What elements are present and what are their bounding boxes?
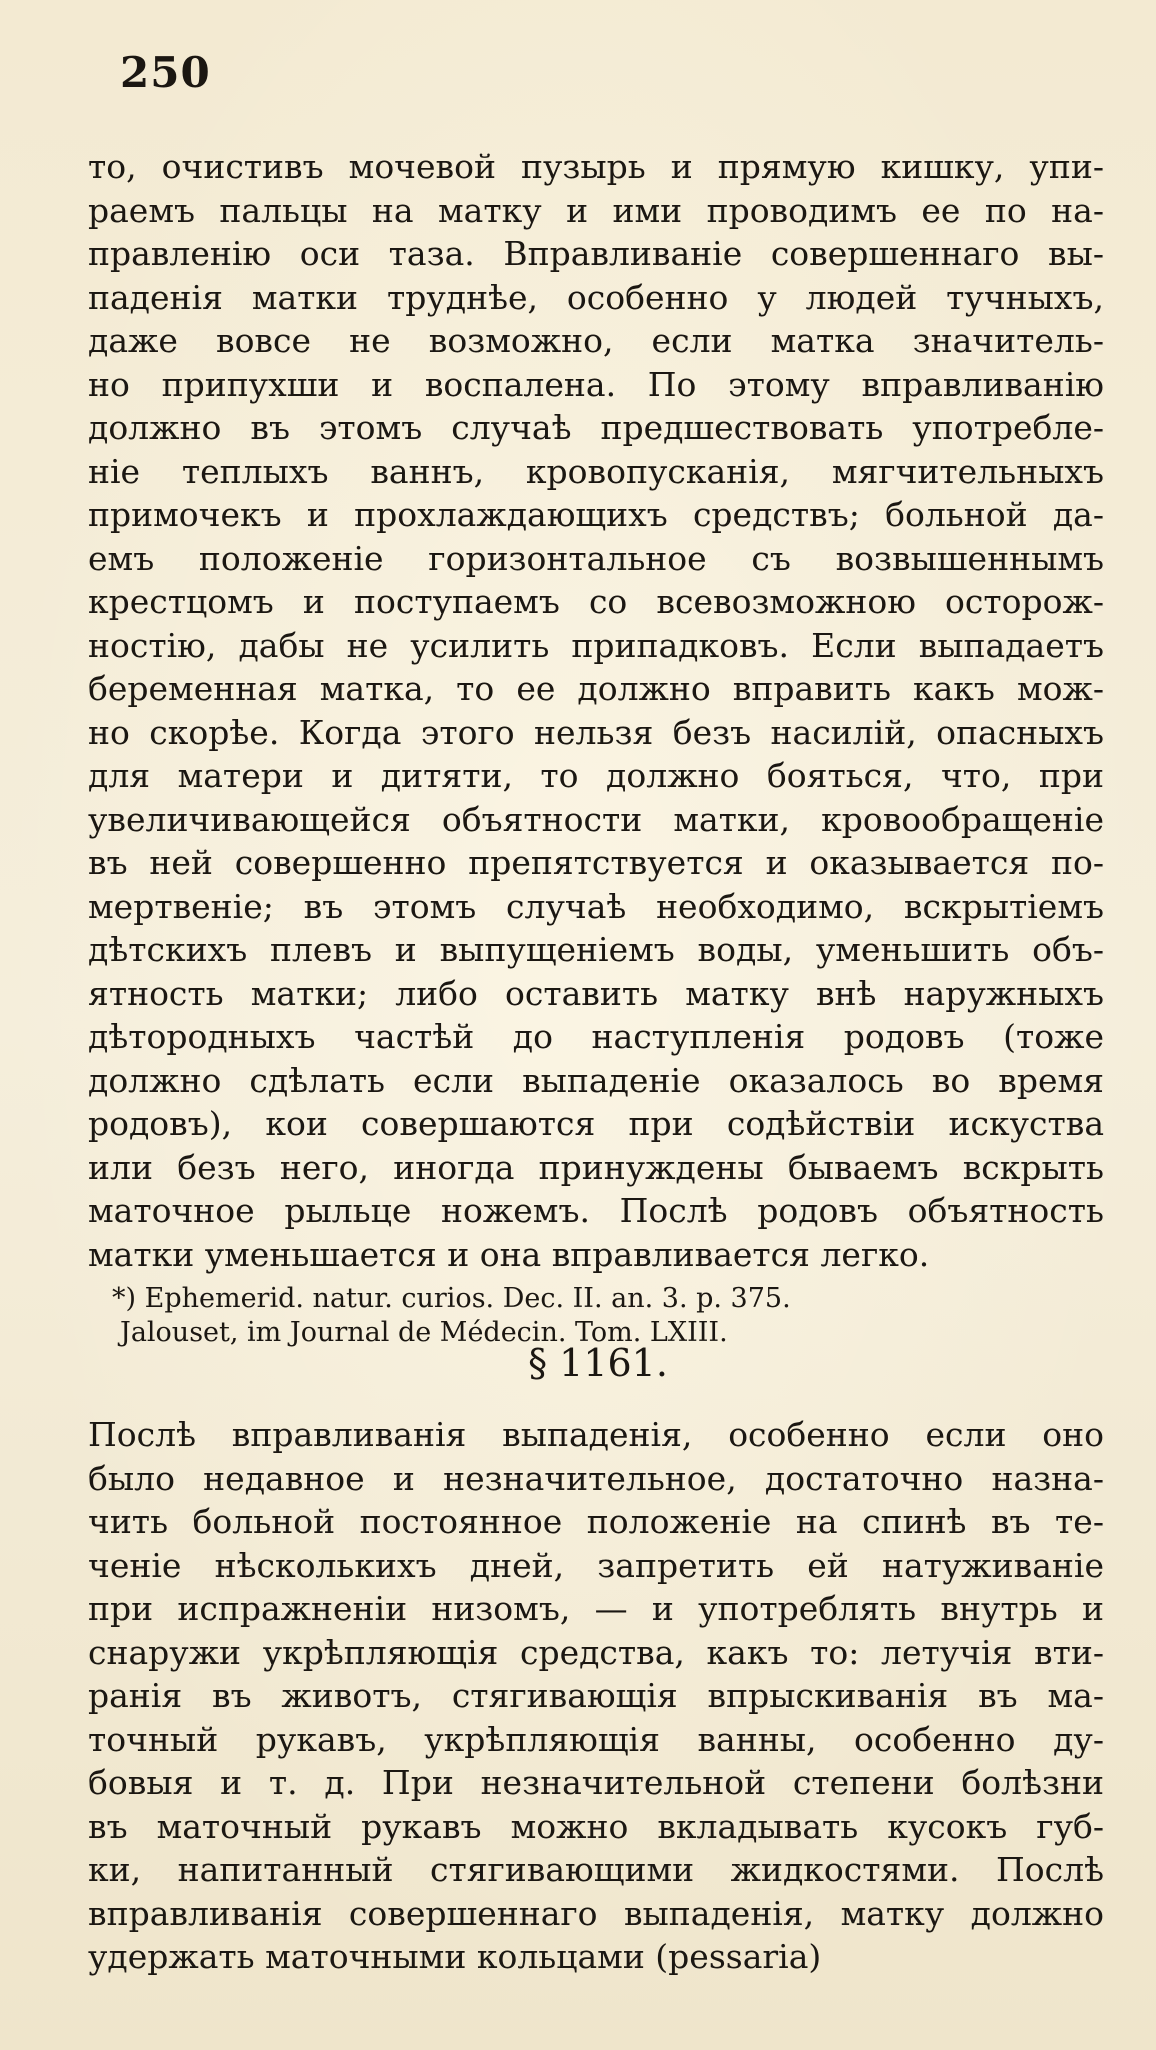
text-line: Послѣ вправливанія выпаденія, особенно если оно	[88, 1415, 1104, 1454]
text-line: должно въ этомъ случаѣ предшествовать употребле-	[88, 408, 1104, 447]
text-line: чить больной постоянное положеніе на спинѣ въ те-	[88, 1502, 1104, 1541]
paragraph-1161-continued	[88, 145, 1104, 1276]
text-line: правленію оси таза. Вправливаніе совершеннаго вы-	[88, 234, 1104, 273]
section-heading: § 1161.	[528, 1341, 668, 1385]
text-line: ніе теплыхъ ваннъ, кровопусканія, мягчительныхъ	[88, 451, 1104, 491]
text-line: увеличивающейся объятности матки, кровообращеніе	[88, 799, 1104, 839]
text-line: для матери и дитяти, то должно бояться, что, при	[88, 756, 1104, 795]
text-line: но припухши и воспалена. По этому вправливанію	[88, 364, 1104, 404]
text-line: но скорѣе. Когда этого нельзя безъ насилій, опасныхъ	[88, 712, 1104, 752]
text-line: то, очистивъ мочевой пузырь и прямую кишку, упи-	[88, 147, 1104, 186]
text-line: точный рукавъ, укрѣпляющія ванны, особенно ду-	[88, 1719, 1104, 1759]
text-line: родовъ), кои совершаются при содѣйствіи искуства	[88, 1104, 1104, 1143]
text-line: паденія матки труднѣе, особенно у людей тучныхъ,	[88, 277, 1104, 317]
text-line: удержать маточными кольцами (pessaria)	[88, 1937, 822, 1976]
paragraph-1161	[88, 1413, 1104, 1979]
text-line: было недавное и незначительное, достаточно назна-	[88, 1458, 1104, 1498]
text-line: снаружи укрѣпляющія средства, какъ то: летучія вти-	[88, 1632, 1104, 1672]
text-line: матки уменьшается и она вправливается легко.	[88, 1234, 930, 1274]
text-line: ностію, дабы не усилить припадковъ. Если выпадаетъ	[88, 625, 1104, 665]
text-line: ки, напитанный стягивающими жидкостями. Послѣ	[88, 1850, 1104, 1889]
text-line: или безъ него, иногда принуждены бываемъ вскрыть	[88, 1147, 1104, 1187]
text-line: бовыя и т. д. При незначительной степени болѣзни	[88, 1763, 1104, 1802]
text-line: дѣтородныхъ частѣй до наступленія родовъ (тоже	[88, 1017, 1104, 1056]
text-line: въ ней совершенно препятствуется и оказывается по-	[88, 843, 1104, 882]
text-line: должно сдѣлать если выпаденіе оказалось во время	[88, 1060, 1104, 1100]
text-line: ятность матки; либо оставить матку внѣ наружныхъ	[88, 973, 1104, 1013]
text-line: ченіе нѣсколькихъ дней, запретить ей натуживаніе	[88, 1545, 1104, 1585]
text-line: емъ положеніе горизонтальное съ возвышеннымъ	[88, 538, 1104, 578]
text-line: маточное рыльце ножемъ. Послѣ родовъ объятность	[88, 1191, 1104, 1230]
text-line: крестцомъ и поступаемъ со всевозможною осторож-	[88, 582, 1104, 621]
text-line: мертвеніе; въ этомъ случаѣ необходимо, вскрытіемъ	[88, 886, 1104, 926]
footnote-line: *) Ephemerid. natur. curios. Dec. II. an. 3. p. 375.	[112, 1283, 791, 1314]
footnote-line: Jalouset, im Journal de Médecin. Tom. LXIII.	[120, 1317, 728, 1348]
text-line: при испражненіи низомъ, — и употреблять внутрь и	[88, 1589, 1104, 1628]
text-line: раемъ пальцы на матку и ими проводимъ ее по на-	[88, 190, 1104, 230]
page-number: 250	[120, 48, 211, 97]
text-line: даже вовсе не возможно, если матка значитель-	[88, 321, 1104, 360]
text-line: беременная матка, то ее должно вправить какъ мож-	[88, 669, 1104, 708]
text-line: ранія въ животъ, стягивающія впрыскиванія въ ма-	[88, 1676, 1104, 1715]
text-line: въ маточный рукавъ можно вкладывать кусокъ губ-	[88, 1806, 1104, 1846]
text-line: вправливанія совершеннаго выпаденія, матку должно	[88, 1893, 1104, 1933]
text-line: дѣтскихъ плевъ и выпущеніемъ воды, уменьшить объ-	[88, 930, 1104, 969]
text-line: примочекъ и прохлаждающихъ средствъ; больной да-	[88, 495, 1104, 534]
